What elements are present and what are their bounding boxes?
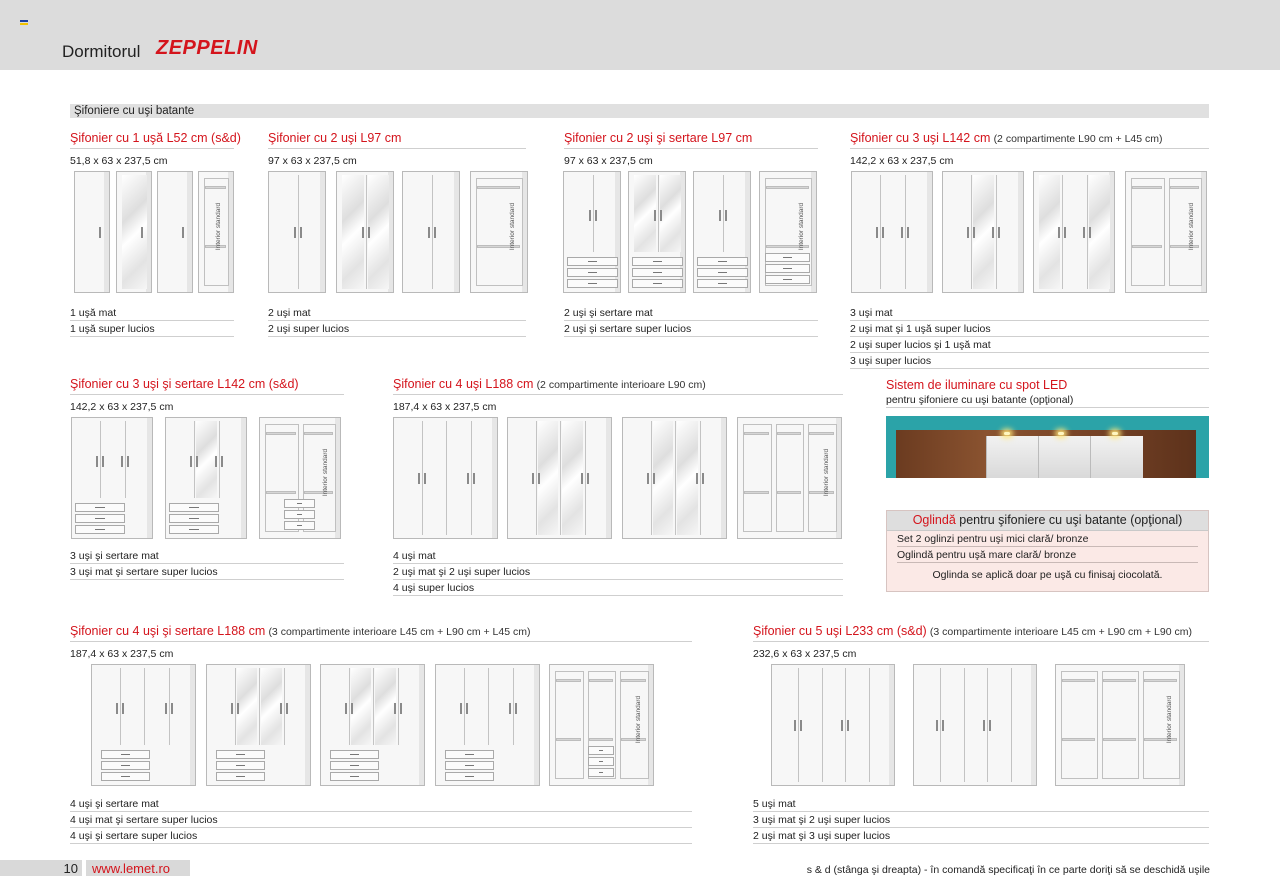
mirror-title: Oglindă pentru şifoniere cu uşi batante (opţional) [887, 511, 1208, 531]
product-title: Şifonier cu 3 uşi L142 cm (2 compartimente L90 cm + L45 cm) [850, 131, 1209, 149]
led-photo [886, 416, 1209, 478]
wardrobe-drawing [206, 664, 311, 786]
page-title: Dormitorul [62, 42, 141, 61]
wardrobe-drawing [507, 417, 612, 539]
product-title: Şifonier cu 4 uşi L188 cm (2 compartimente interioare L90 cm) [393, 377, 843, 395]
wardrobe-drawing [622, 417, 727, 539]
product-dimensions: 97 x 63 x 237,5 cm [268, 155, 357, 167]
option-item: 2 uşi mat [268, 305, 526, 321]
wardrobe-drawing [116, 171, 152, 293]
wardrobe-drawing [563, 171, 621, 293]
option-item: 2 uşi super lucios şi 1 uşă mat [850, 337, 1209, 353]
product-block-7 [70, 624, 692, 661]
mirror-note: Oglinda se aplică doar pe uşă cu finisaj ciocolată. [932, 569, 1163, 581]
option-item: 3 uşi mat [850, 305, 1209, 321]
product-dimensions: 142,2 x 63 x 237,5 cm [850, 155, 954, 167]
brand-logo: ZEPPELIN [156, 37, 258, 59]
mirror-option: Oglindă pentru uşă mare clară/ bronze [897, 547, 1198, 563]
led-block [886, 377, 1209, 408]
interior-standard-label: Interior standard [1188, 203, 1196, 251]
wardrobe-interior-drawing [470, 171, 528, 293]
page-number: 10 [0, 860, 82, 876]
option-item: 3 uşi mat şi 2 uşi super lucios [753, 812, 1209, 828]
option-item: 2 uşi mat şi 2 uşi super lucios [393, 564, 843, 580]
options-list-4 [850, 305, 1209, 369]
product-title: Şifonier cu 4 uşi şi sertare L188 cm (3 compartimente interioare L45 cm + L90 cm + L45 cm) [70, 624, 692, 642]
option-item: 2 uşi mat şi 3 uşi super lucios [753, 828, 1209, 844]
wardrobe-drawing [693, 171, 751, 293]
options-list-6 [393, 548, 843, 596]
led-title: Sistem de iluminare cu spot LED [886, 378, 1068, 392]
option-item: 4 uşi mat [393, 548, 843, 564]
interior-standard-label: Interior standard [215, 203, 223, 251]
option-item: 4 uşi mat şi sertare super lucios [70, 812, 692, 828]
footer-note: s & d (stânga şi dreapta) - în comandă specificaţi în ce parte doriţi să se deschidă uşile [806, 864, 1210, 876]
wardrobe-drawing [402, 171, 460, 293]
product-title: Şifonier cu 2 uşi şi sertare L97 cm [564, 131, 818, 149]
options-list-1 [70, 305, 234, 337]
product-block-2 [268, 131, 526, 168]
wardrobe-interior-drawing [737, 417, 842, 539]
option-item: 3 uşi mat şi sertare super lucios [70, 564, 344, 580]
mirror-option: Set 2 oglinzi pentru uşi mici clară/ bronze [897, 531, 1198, 547]
interior-standard-label: Interior standard [635, 696, 643, 744]
interior-standard-label: Interior standard [1166, 696, 1174, 744]
product-block-1 [70, 131, 241, 168]
wardrobe-drawing [91, 664, 196, 786]
wardrobe-interior-drawing [1125, 171, 1207, 293]
page-header [0, 0, 1280, 70]
options-list-5 [70, 548, 344, 580]
option-item: 5 uşi mat [753, 796, 1209, 812]
wardrobe-interior-drawing [1055, 664, 1185, 786]
option-item: 2 uşi şi sertare super lucios [564, 321, 818, 337]
interior-standard-label: Interior standard [509, 203, 517, 251]
flag-icon [20, 20, 28, 27]
product-dimensions: 142,2 x 63 x 237,5 cm [70, 401, 174, 413]
option-item: 2 uşi super lucios [268, 321, 526, 337]
interior-standard-label: Interior standard [823, 449, 831, 497]
wardrobe-drawing [71, 417, 153, 539]
product-title: Şifonier cu 3 uşi şi sertare L142 cm (s&d) [70, 377, 344, 395]
wardrobe-drawing [771, 664, 895, 786]
product-dimensions: 232,6 x 63 x 237,5 cm [753, 648, 857, 660]
wardrobe-interior-drawing [759, 171, 817, 293]
product-dimensions: 187,4 x 63 x 237,5 cm [70, 648, 174, 660]
wardrobe-drawing [942, 171, 1024, 293]
product-title: Şifonier cu 2 uşi L97 cm [268, 131, 526, 149]
product-dimensions: 97 x 63 x 237,5 cm [564, 155, 653, 167]
wardrobe-drawing [165, 417, 247, 539]
options-list-3 [564, 305, 818, 337]
option-item: 4 uşi super lucios [393, 580, 843, 596]
product-dimensions: 51,8 x 63 x 237,5 cm [70, 155, 168, 167]
website-link[interactable]: www.lemet.ro [86, 860, 190, 876]
option-item: 2 uşi şi sertare mat [564, 305, 818, 321]
wardrobe-drawing [913, 664, 1037, 786]
options-list-2 [268, 305, 526, 337]
option-item: 4 uşi şi sertare super lucios [70, 828, 692, 844]
wardrobe-drawing [336, 171, 394, 293]
led-subtitle: pentru şifoniere cu uşi batante (opţional) [886, 393, 1209, 408]
wardrobe-drawing [1033, 171, 1115, 293]
wardrobe-interior-drawing [549, 664, 654, 786]
wardrobe-drawing [268, 171, 326, 293]
product-block-4 [850, 131, 1209, 168]
option-item: 2 uşi mat şi 1 uşă super lucios [850, 321, 1209, 337]
interior-standard-label: Interior standard [798, 203, 806, 251]
wardrobe-drawing [393, 417, 498, 539]
wardrobe-interior-drawing [259, 417, 341, 539]
product-block-5 [70, 377, 344, 414]
wardrobe-drawing [157, 171, 193, 293]
product-block-6 [393, 377, 843, 414]
option-item: 3 uşi super lucios [850, 353, 1209, 369]
option-item: 4 uşi şi sertare mat [70, 796, 692, 812]
option-item: 3 uşi şi sertare mat [70, 548, 344, 564]
option-item: 1 uşă mat [70, 305, 234, 321]
product-title: Şifonier cu 1 uşă L52 cm (s&d) [70, 131, 234, 149]
options-list-8 [753, 796, 1209, 844]
option-item: 1 uşă super lucios [70, 321, 234, 337]
wardrobe-drawing [628, 171, 686, 293]
product-title: Şifonier cu 5 uşi L233 cm (s&d) (3 compartimente interioare L45 cm + L90 cm + L90 cm) [753, 624, 1209, 642]
wardrobe-interior-drawing [198, 171, 234, 293]
options-list-7 [70, 796, 692, 844]
wardrobe-drawing [74, 171, 110, 293]
mirror-box [886, 510, 1209, 592]
product-block-3 [564, 131, 818, 168]
wardrobe-drawing [320, 664, 425, 786]
interior-standard-label: Interior standard [322, 449, 330, 497]
wardrobe-drawing [435, 664, 540, 786]
section-title: Şifoniere cu uşi batante [70, 104, 1209, 118]
product-dimensions: 187,4 x 63 x 237,5 cm [393, 401, 497, 413]
product-block-8 [753, 624, 1209, 661]
wardrobe-drawing [851, 171, 933, 293]
